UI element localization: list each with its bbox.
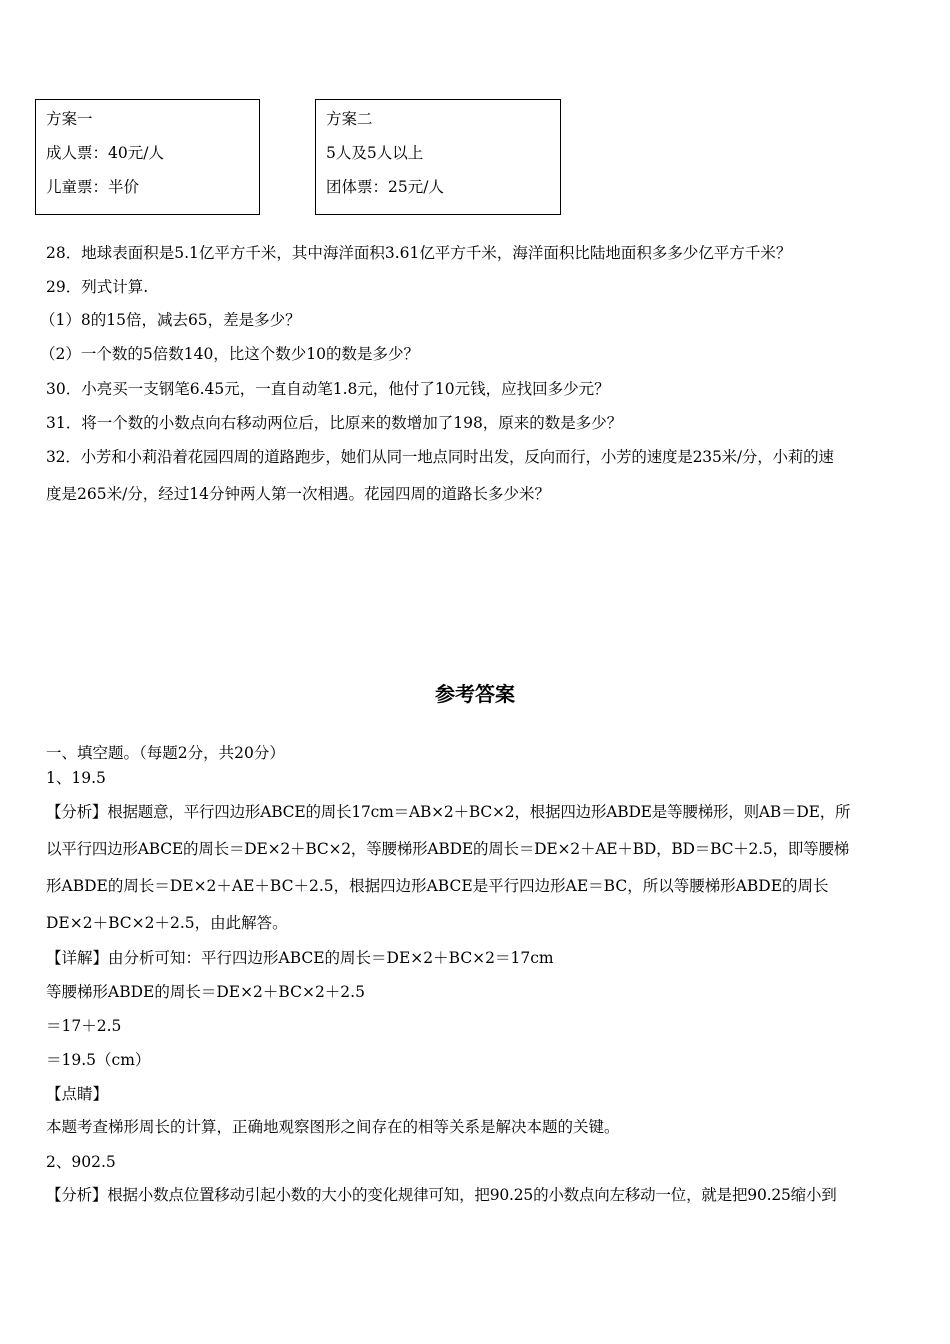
question-29-part-1: （1）8的15倍，减去65，差是多少？	[40, 311, 301, 329]
plan-two-title: 方案二	[326, 110, 373, 128]
plan-one-title: 方案一	[46, 110, 93, 128]
answer-1: 1、19.5	[46, 769, 106, 787]
answer-2: 2、902.5	[46, 1153, 116, 1171]
question-29: 29．列式计算.	[46, 278, 149, 296]
answer-1-analysis-line-3: 形ABDE的周长＝DE×2＋AE＋BC＋2.5，根据四边形ABCE是平行四边形AE＝BC，所以等腰梯形ABDE的周长	[46, 877, 829, 895]
answers-heading: 参考答案	[435, 682, 515, 706]
question-31: 31．将一个数的小数点向右移动两位后，比原来的数增加了198，原来的数是多少？	[46, 414, 623, 432]
answers-section-title: 一、填空题。（每题2分，共20分）	[46, 744, 285, 762]
plan-one-child: 儿童票：半价	[46, 178, 140, 196]
answer-1-detail-line-3: ＝17＋2.5	[46, 1017, 122, 1035]
question-32-line-1: 32．小芳和小莉沿着花园四周的道路跑步，她们从同一地点同时出发，反向而行，小芳的速度是235米/分，小莉的速	[46, 448, 834, 466]
answer-1-analysis-line-1: 【分析】根据题意，平行四边形ABCE的周长17cm＝AB×2＋BC×2，根据四边形ABDE是等腰梯形，则AB＝DE，所	[46, 803, 851, 821]
question-29-part-2: （2）一个数的5倍数140，比这个数少10的数是多少？	[40, 345, 420, 363]
question-30: 30．小亮买一支钢笔6.45元，一直自动笔1.8元，他付了10元钱，应找回多少元？	[46, 380, 610, 398]
question-28: 28．地球表面积是5.1亿平方千米，其中海洋面积3.61亿平方千米，海洋面积比陆地面积多多少亿平方千米？	[46, 244, 792, 262]
answer-1-remark-text: 本题考查梯形周长的计算，正确地观察图形之间存在的相等关系是解决本题的关键。	[46, 1118, 620, 1136]
plan-one-box	[35, 99, 260, 215]
answer-1-analysis-line-4: DE×2＋BC×2＋2.5，由此解答。	[46, 914, 288, 932]
plan-two-group: 团体票：25元/人	[326, 178, 444, 196]
answer-1-remark-label: 【点睛】	[46, 1085, 109, 1103]
plan-two-condition: 5人及5人以上	[326, 144, 424, 162]
answer-1-detail-line-2: 等腰梯形ABDE的周长＝DE×2＋BC×2＋2.5	[46, 983, 365, 1001]
plan-two-box	[315, 99, 561, 215]
question-32-line-2: 度是265米/分，经过14分钟两人第一次相遇。花园四周的道路长多少米？	[46, 485, 551, 503]
answer-1-detail-line-1: 【详解】由分析可知：平行四边形ABCE的周长＝DE×2＋BC×2＝17cm	[46, 949, 554, 967]
answer-2-analysis-line-1: 【分析】根据小数点位置移动引起小数的大小的变化规律可知，把90.25的小数点向左移动一位，就是把90.25缩小到	[46, 1186, 837, 1204]
plan-one-adult: 成人票：40元/人	[46, 144, 164, 162]
answer-1-detail-line-4: ＝19.5（cm）	[46, 1051, 151, 1069]
answer-1-analysis-line-2: 以平行四边形ABCE的周长＝DE×2＋BC×2，等腰梯形ABDE的周长＝DE×2＋AE＋BD，BD＝BC＋2.5，即等腰梯	[46, 840, 850, 858]
